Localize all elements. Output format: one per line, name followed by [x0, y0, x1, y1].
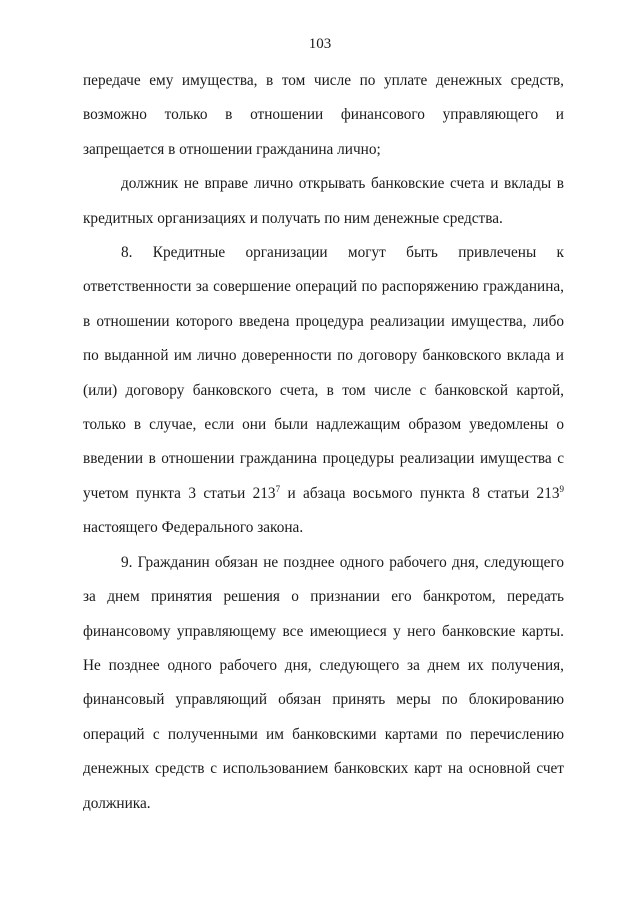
paragraph-debtor-accounts: должник не вправе лично открывать банковские счета и вклады в кредитных организациях и получать по ним денежные средства.	[83, 175, 564, 227]
paragraph-item-8-text-2: и абзаца восьмого пункта 8 статьи 213	[280, 484, 560, 502]
page-number: 103	[308, 36, 332, 52]
paragraph-item-9: 9. Гражданин обязан не позднее одного рабочего дня, следующего за днем принятия решения о признании его банкротом, передать финансовому управляющему все имеющиеся у него банковские карты. Не позднее одного рабочего дня, следующего за днем их получения, финансовый управляющий обязан принять меры по блокированию операций с полученными им банковскими картами по перечислению денежных средств с использованием банковских карт на основной счет должника.	[83, 553, 564, 812]
paragraph-item-8	[83, 236, 564, 546]
document-body	[83, 64, 564, 821]
superscript-7: 7	[275, 483, 281, 494]
paragraph-continuation: передаче ему имущества, в том числе по уплате денежных средств, возможно только в отношении финансового управляющего и запрещается в отношении гражданина лично;	[83, 72, 564, 158]
paragraph-item-8-text-3: настоящего Федерального закона.	[83, 519, 304, 537]
superscript-9: 9	[559, 483, 564, 494]
paragraph-item-8-text-1: 8. Кредитные организации могут быть привлечены к ответственности за совершение операций по распоряжению гражданина, в отношении которого введена процедура реализации имущества, либо по выданной им лично доверенности по договору банковского вклада и (или) договору банковского счета, в том числе с банковской картой, только в случае, если они были надлежащим образом уведомлены о введении в отношении гражданина процедуры реализации имущества с учетом пункта 3 статьи 213	[83, 244, 564, 502]
